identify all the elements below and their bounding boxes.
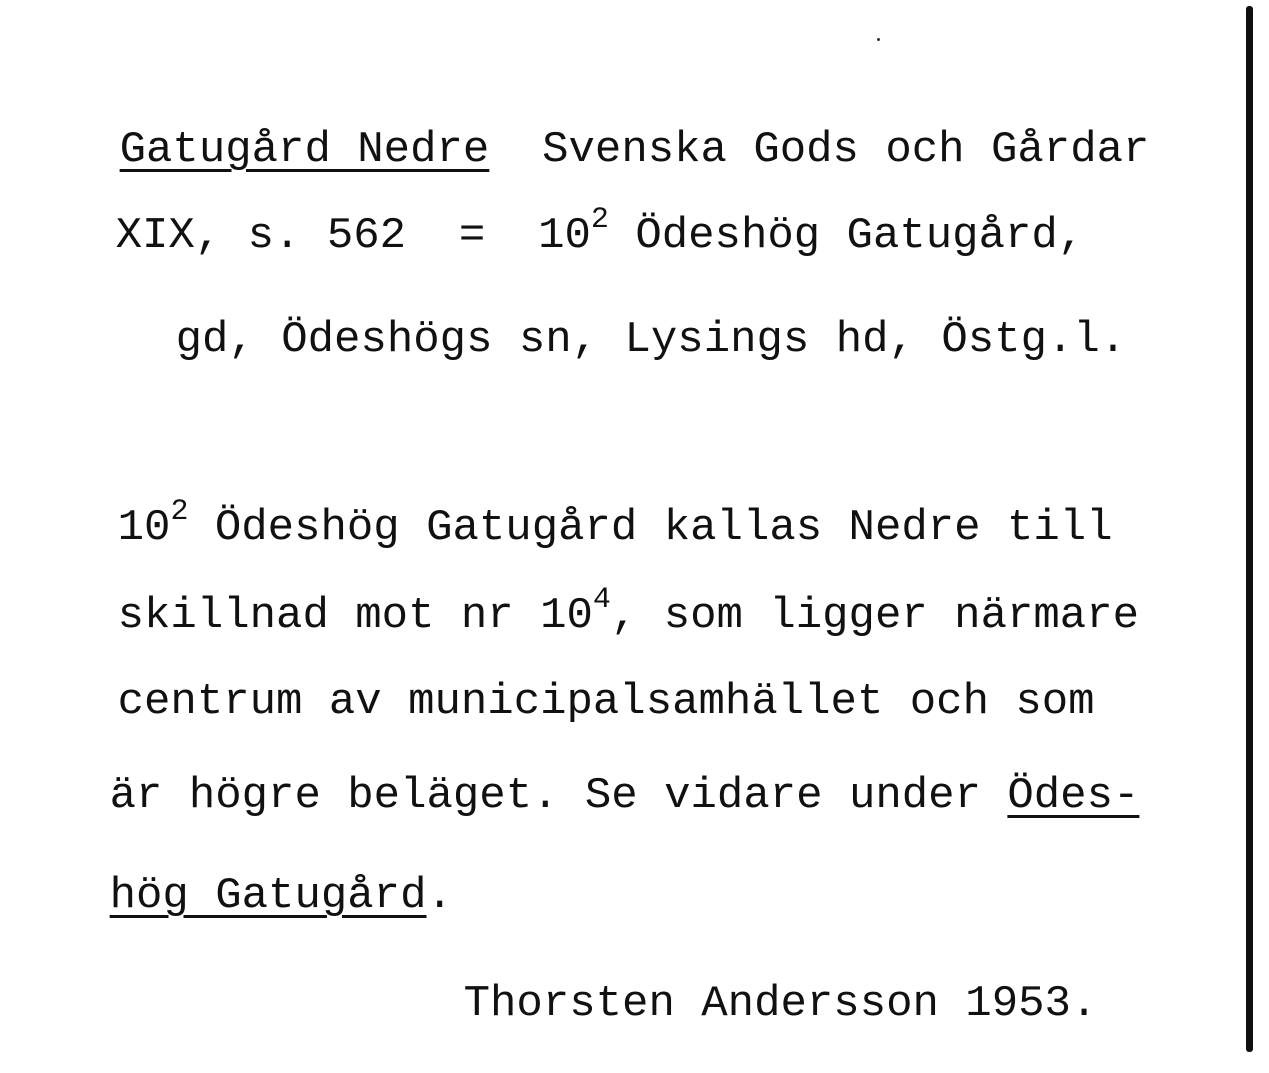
header-line-3	[70, 274, 1126, 406]
superscript: 2	[590, 203, 609, 238]
signature: Thorsten Andersson 1953.	[463, 979, 1098, 1029]
body-text: 10	[117, 503, 171, 553]
cross-reference-link: Ödes-	[1007, 771, 1140, 821]
superscript: 2	[170, 495, 189, 530]
location-line: gd, Ödeshögs sn, Lysings hd, Östg.l.	[175, 315, 1127, 365]
signature-line	[358, 938, 1097, 1070]
card-edge-line	[1246, 6, 1253, 1052]
body-text: , som ligger närmare	[610, 591, 1140, 641]
body-text: Ödeshög Gatugård kallas Nedre till	[188, 503, 1113, 553]
body-text: skillnad mot nr 10	[117, 591, 593, 641]
source-reference: XIX, s. 562 = 10	[115, 211, 591, 261]
paper-speck	[877, 38, 880, 41]
body-text: är högre beläget. Se vidare under	[109, 771, 1008, 821]
superscript: 4	[592, 583, 611, 618]
body-text: centrum av municipalsamhället och som	[117, 677, 1095, 727]
source-title: Svenska Gods och Gårdar	[542, 125, 1150, 175]
cross-reference-link: hög Gatugård	[109, 871, 427, 921]
source-reference-place: Ödeshög Gatugård,	[608, 211, 1085, 261]
body-text: .	[426, 871, 453, 921]
entry-heading: Gatugård Nedre	[119, 125, 490, 175]
